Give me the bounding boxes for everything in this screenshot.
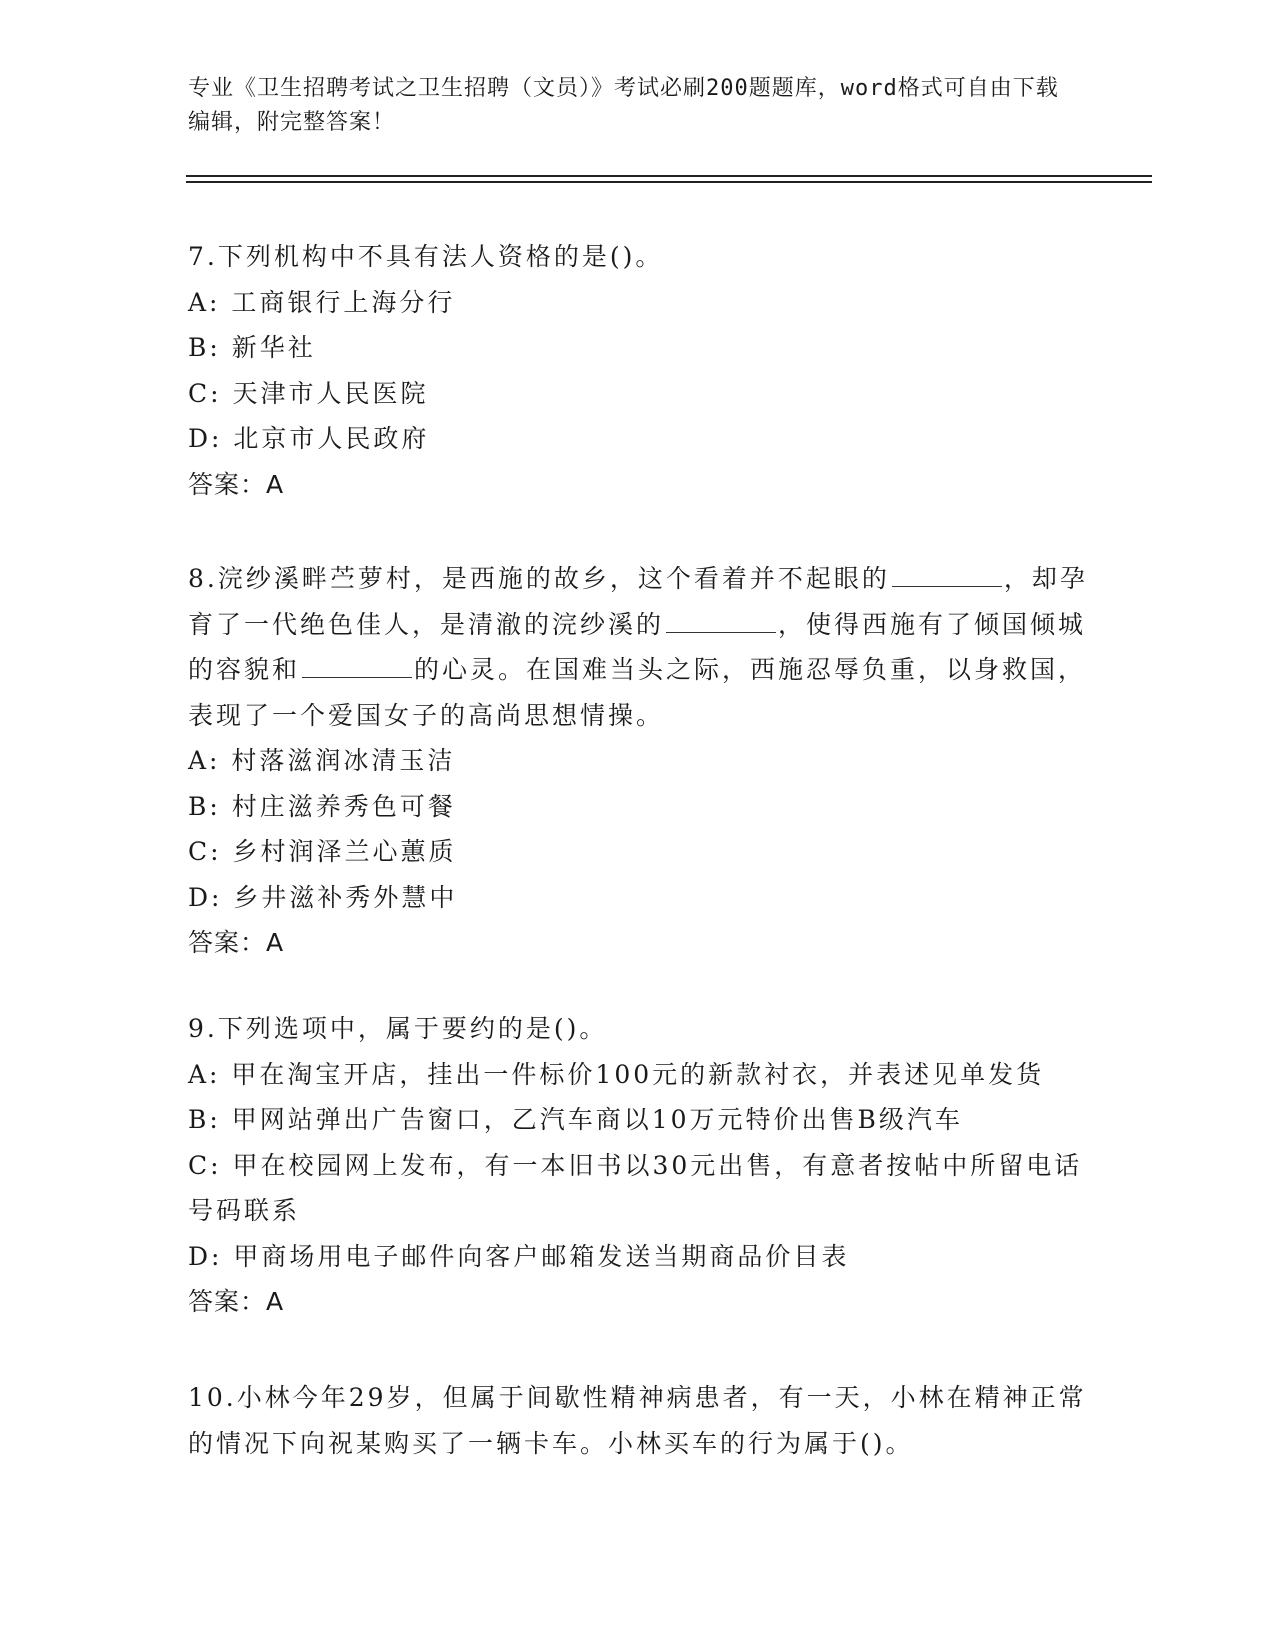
question-7 — [188, 234, 1088, 507]
option-c: C: 乡村润泽兰心蕙质 — [188, 837, 457, 866]
question-stem — [188, 556, 1088, 738]
option-a: A: 工商银行上海分行 — [188, 287, 456, 317]
stem-part-2: ，却孕育了一代绝色佳人，是清澈的浣纱溪的 — [188, 564, 1088, 639]
option-c: C: 天津市人民医院 — [188, 378, 429, 408]
question-stem: 7.下列机构中不具有法人资格的是()。 — [188, 242, 664, 271]
option-d: D: 北京市人民政府 — [188, 424, 430, 453]
question-stem: 9.下列选项中，属于要约的是()。 — [188, 1014, 608, 1043]
option-d: D: 甲商场用电子邮件向客户邮箱发送当期商品价目表 — [188, 1241, 850, 1271]
document-header: 专业《卫生招聘考试之卫生招聘（文员）》考试必刷200题题库，word格式可自由下载编辑，附完整答案！ — [188, 76, 1059, 135]
option-d: D: 乡井滋补秀外慧中 — [188, 882, 458, 912]
stem-part-1: 8.浣纱溪畔苎萝村，是西施的故乡，这个看着并不起眼的 — [188, 564, 890, 593]
fill-blank-2 — [666, 610, 776, 633]
stem-part-3: ，使得西施有了倾国倾城的容貌和 — [188, 609, 1087, 684]
stem-part-4: 的心灵。在国难当头之际，西施忍辱负重，以身救国，表现了一个爱国女子的高尚思想情操。 — [188, 655, 1087, 730]
option-b: B: 新华社 — [188, 333, 316, 362]
answer: 答案：A — [188, 1287, 285, 1316]
fill-blank-3 — [302, 655, 412, 678]
answer: 答案：A — [188, 928, 285, 957]
question-10 — [188, 1375, 1088, 1466]
header-divider-top — [186, 175, 1152, 177]
option-b: B: 村庄滋养秀色可餐 — [188, 791, 456, 821]
question-8 — [188, 556, 1088, 966]
fill-blank-1 — [892, 564, 1002, 587]
option-b: B: 甲网站弹出广告窗口，乙汽车商以10万元特价出售B级汽车 — [188, 1105, 963, 1134]
option-a: A: 村落滋润冰清玉洁 — [188, 746, 456, 775]
answer: 答案：A — [188, 469, 285, 499]
question-9 — [188, 1006, 1088, 1325]
option-c: C: 甲在校园网上发布，有一本旧书以30元出售，有意者按帖中所留电话号码联系 — [188, 1150, 1083, 1225]
header-divider-bottom — [186, 181, 1152, 183]
question-stem: 10.小林今年29岁，但属于间歇性精神病患者，有一天，小林在精神正常的情况下向祝某购买了一辆卡车。小林买车的行为属于()。 — [188, 1383, 1087, 1458]
option-a: A: 甲在淘宝开店，挂出一件标价100元的新款衬衣，并表述见单发货 — [188, 1059, 1045, 1089]
